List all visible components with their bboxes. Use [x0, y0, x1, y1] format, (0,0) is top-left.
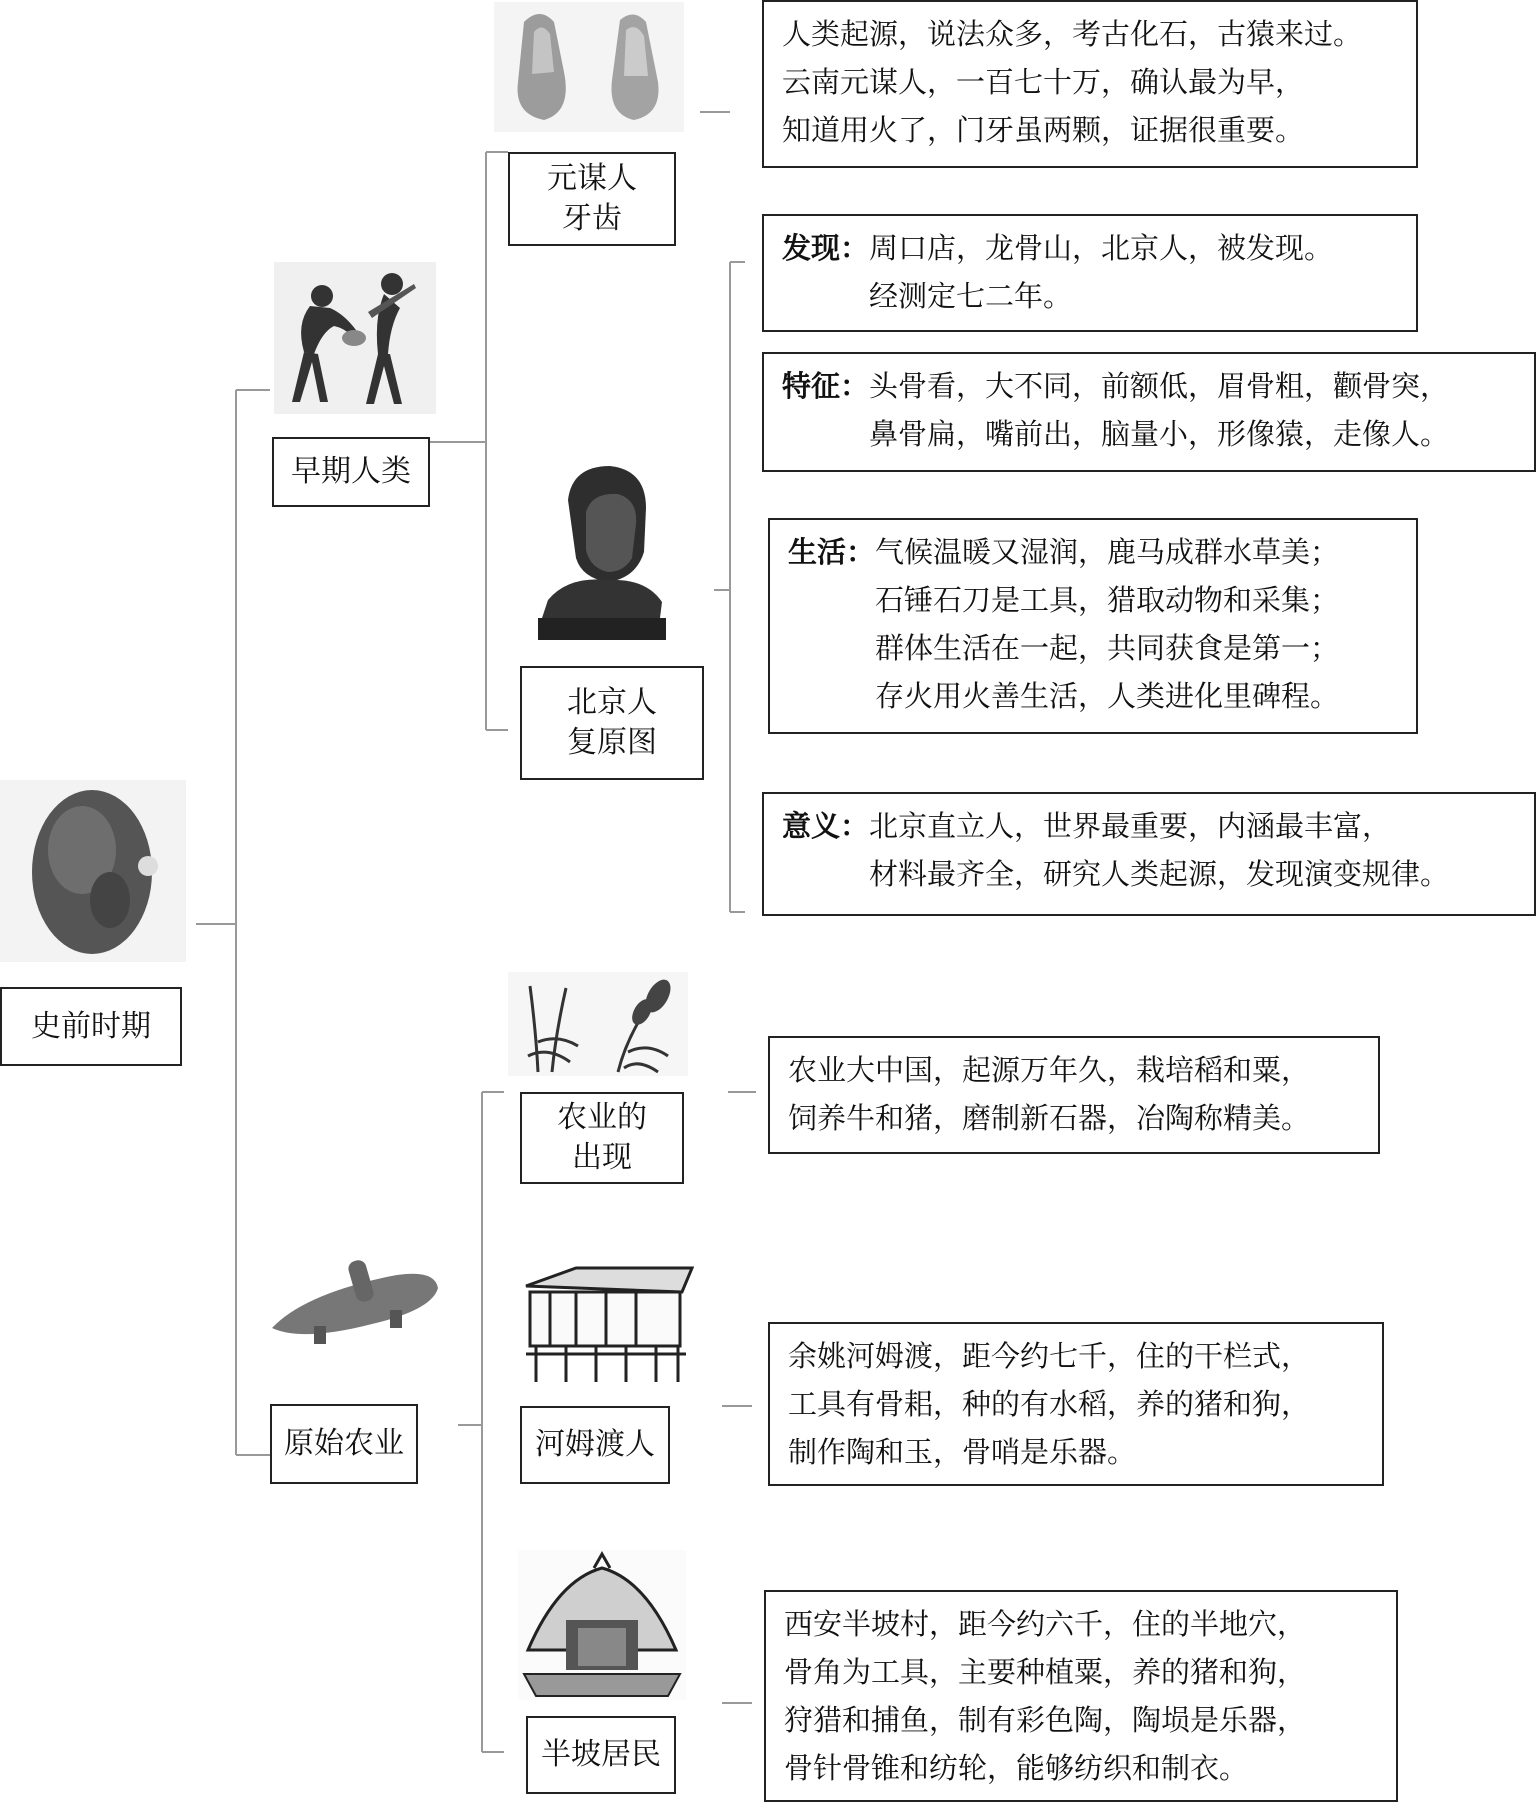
stilt-house-icon [506, 1262, 694, 1388]
yuanmou-text-box [762, 0, 1418, 168]
hemudu-text-line: 余姚河姆渡，距今约七千，住的干栏式， [788, 1339, 1311, 1373]
life-line: 群体生活在一起，共同获食是第一； [875, 631, 1340, 665]
banpo-text-line: 骨角为工具，主要种植粟，养的猪和狗， [784, 1655, 1307, 1689]
discovery-box [762, 214, 1418, 332]
discovery-line: 周口店，龙骨山，北京人，被发现。 [869, 231, 1334, 265]
features-box [762, 352, 1536, 472]
banpo-text-line: 西安半坡村，距今约六千，住的半地穴， [784, 1607, 1307, 1641]
meaning-line: 材料最齐全，研究人类起源，发现演变规律。 [869, 857, 1450, 891]
hominid-figures-icon [274, 262, 436, 414]
life-box [768, 518, 1418, 734]
primitive-agriculture-label [270, 1404, 418, 1484]
peking-man-label [520, 666, 704, 780]
life-line: 气候温暖又湿润，鹿马成群水草美； [875, 535, 1340, 569]
yuanmou-label-line: 牙齿 [562, 201, 622, 236]
meaning-box [762, 792, 1536, 916]
banpo-label-text: 半坡居民 [541, 1737, 661, 1772]
banpo-label [526, 1716, 676, 1794]
hemudu-label [520, 1406, 670, 1484]
fossil-teeth-icon [494, 2, 684, 132]
yuanmou-text-line: 云南元谋人，一百七十万，确认最为早， [782, 65, 1305, 99]
yuanmou-label [508, 152, 676, 246]
round-hut-icon [518, 1550, 686, 1700]
root-label [0, 987, 182, 1066]
hemudu-text-line: 工具有骨耜，种的有水稻，养的猪和狗， [788, 1387, 1311, 1421]
primitive-agriculture-label-text: 原始农业 [284, 1426, 404, 1461]
life-line: 存火用火善生活，人类进化里碑程。 [875, 679, 1340, 713]
features-line: 鼻骨扁，嘴前出，脑量小，形像猿，走像人。 [869, 417, 1450, 451]
life-line: 石锤石刀是工具，猎取动物和采集； [875, 583, 1340, 617]
early-humans-label [272, 437, 430, 507]
banpo-text-line: 狩猎和捕鱼，制有彩色陶，陶埙是乐器， [784, 1703, 1307, 1737]
agriculture-origin-text-box [768, 1036, 1380, 1154]
discovery-line: 经测定七二年。 [869, 279, 1073, 313]
peking-man-label-line: 北京人 [567, 685, 657, 720]
peking-man-label-line: 复原图 [567, 725, 657, 760]
early-humans-label-text: 早期人类 [291, 454, 411, 489]
banpo-text-line: 骨针骨锥和纺轮，能够纺织和制衣。 [784, 1751, 1249, 1785]
hemudu-label-text: 河姆渡人 [535, 1427, 655, 1462]
peking-man-bust-icon [528, 460, 674, 644]
hemudu-text-line: 制作陶和玉，骨哨是乐器。 [788, 1435, 1137, 1469]
root-label-text: 史前时期 [31, 1008, 151, 1044]
hemudu-text-box [768, 1322, 1384, 1486]
agriculture-origin-text-line: 饲养牛和猪，磨制新石器，冶陶称精美。 [788, 1101, 1311, 1135]
meaning-key: 意义： [782, 809, 870, 843]
agriculture-origin-label-line: 出现 [572, 1140, 632, 1175]
agriculture-origin-label-line: 农业的 [557, 1100, 647, 1135]
meaning-line: 北京直立人，世界最重要，内涵最丰富， [869, 809, 1392, 843]
grinding-stone-icon [262, 1256, 444, 1348]
stone-tool-icon [0, 780, 186, 962]
life-key: 生活： [788, 535, 876, 569]
banpo-text-box [764, 1590, 1398, 1802]
grain-plants-icon [508, 972, 688, 1076]
yuanmou-text-line: 人类起源，说法众多，考古化石，古猿来过。 [782, 17, 1363, 51]
yuanmou-text-line: 知道用火了，门牙虽两颗，证据很重要。 [782, 113, 1305, 147]
features-line: 头骨看，大不同，前额低，眉骨粗，颧骨突， [869, 369, 1450, 403]
discovery-key: 发现： [782, 231, 870, 265]
agriculture-origin-text-line: 农业大中国，起源万年久，栽培稻和粟， [788, 1053, 1311, 1087]
features-key: 特征： [782, 369, 870, 403]
yuanmou-label-line: 元谋人 [547, 161, 637, 196]
agriculture-origin-label [520, 1092, 684, 1184]
